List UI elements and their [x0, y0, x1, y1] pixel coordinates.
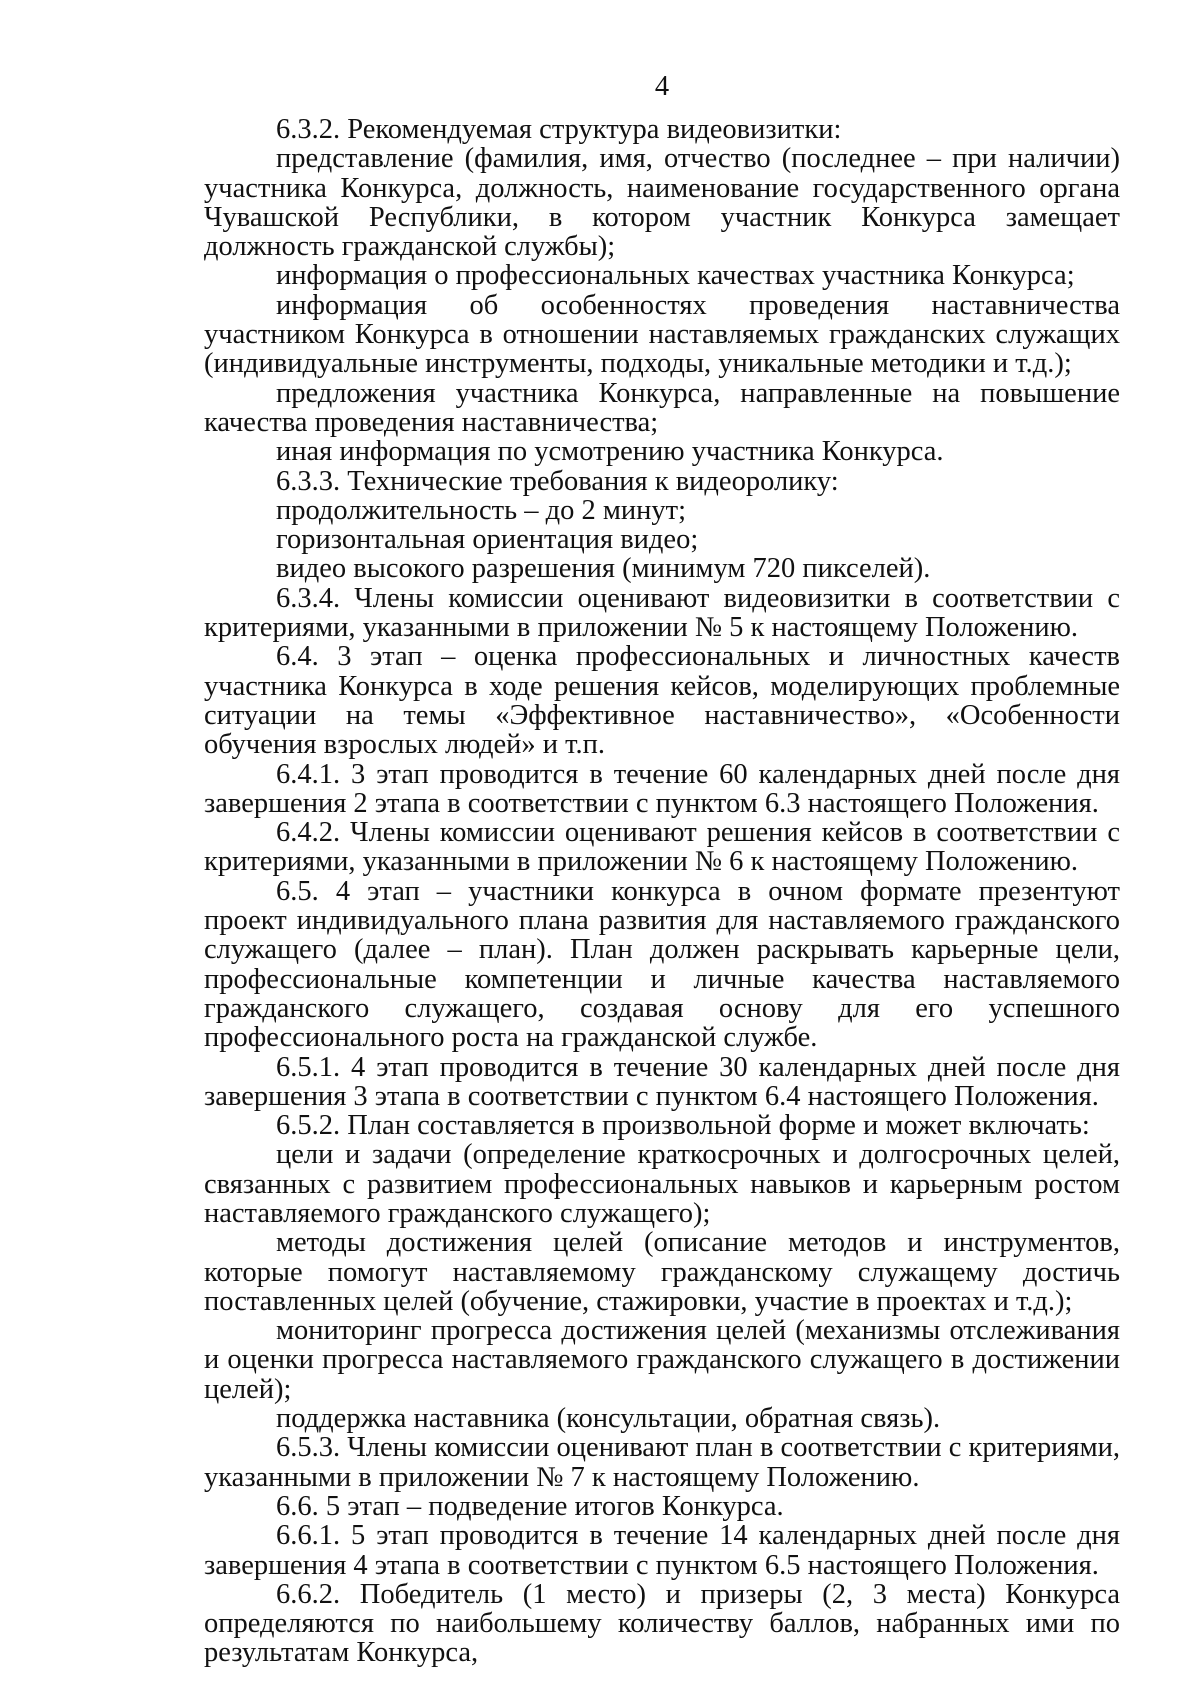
paragraph-6-5-1: 6.5.1. 4 этап проводится в течение 30 календарных дней после дня завершения 3 этапа в соответствии с пунктом 6.4 настоящего Положения. — [204, 1051, 1120, 1112]
paragraph-resolution: видео высокого разрешения (минимум 720 пикселей). — [276, 553, 931, 585]
paragraph-orientation: горизонтальная ориентация видео; — [276, 524, 699, 556]
paragraph-6-4: 6.4. 3 этап – оценка профессиональных и личностных качеств участника Конкурса в ходе решения кейсов, моделирующих проблемные ситуации на темы «Эффективное наставничество», «Особенности обучения взрослых людей» и т.п. — [204, 641, 1120, 761]
paragraph-goals: цели и задачи (определение краткосрочных и долгосрочных целей, связанных с развитием профессиональных навыков и карьерным ростом наставляемого гражданского служащего); — [204, 1139, 1120, 1229]
paragraph-mentoring-features: информация об особенностях проведения наставничества участником Конкурса в отношении наставляемых гражданских служащих (индивидуальные инструменты, подходы, уникальные методики и т.д.); — [204, 289, 1120, 380]
paragraph-support: поддержка наставника (консультации, обратная связь). — [276, 1403, 941, 1435]
paragraph-6-4-2: 6.4.2. Члены комиссии оценивают решения кейсов в соответствии с критериями, указанными в приложении № 6 к настоящему Положению. — [204, 817, 1120, 878]
document-body — [204, 115, 1120, 1668]
paragraph-duration: продолжительность – до 2 минут; — [276, 494, 687, 526]
paragraph-proposals: предложения участника Конкурса, направленные на повышение качества проведения наставничества; — [204, 377, 1120, 438]
paragraph-introduction: представление (фамилия, имя, отчество (последнее – при наличии) участника Конкурса, должность, наименование государственного органа Чувашской Республики, в котором участник Конкурса замещает должность гражданской службы); — [204, 143, 1120, 263]
paragraph-6-6-2: 6.6.2. Победитель (1 место) и призеры (2, 3 места) Конкурса определяются по наибольшему количеству баллов, набранных ими по результатам Конкурса, — [204, 1578, 1120, 1669]
paragraph-6-3-4: 6.3.4. Члены комиссии оценивают видеовизитки в соответствии с критериями, указанными в приложении № 5 к настоящему Положению. — [204, 582, 1120, 644]
paragraph-6-6-1: 6.6.1. 5 этап проводится в течение 14 календарных дней после дня завершения 4 этапа в соответствии с пунктом 6.5 настоящего Положения. — [204, 1520, 1120, 1581]
paragraph-methods: методы достижения целей (описание методов и инструментов, которые помогут наставляемому гражданскому служащему достичь поставленных целей (обучение, стажировки, участие в проектах и т.д.); — [204, 1227, 1120, 1317]
paragraph-other-info: иная информация по усмотрению участника Конкурса. — [276, 436, 944, 468]
paragraph-professional-qualities: информация о профессиональных качествах участника Конкурса; — [276, 260, 1075, 292]
paragraph-6-5-2-heading: 6.5.2. План составляется в произвольной форме и может включать: — [276, 1110, 1090, 1142]
paragraph-monitoring: мониторинг прогресса достижения целей (механизмы отслеживания и оценки прогресса наставляемого гражданского служащего в достижении целей); — [204, 1315, 1120, 1405]
paragraph-6-5: 6.5. 4 этап – участники конкурса в очном формате презентуют проект индивидуального плана развития для наставляемого гражданского служащего (далее – план). План должен раскрывать карьерные цели, профессиональные компетенции и личные качества наставляемого гражданского служащего, создавая основу для его успешного профессионального роста на гражданской службе. — [204, 875, 1120, 1054]
paragraph-6-3-2-heading: 6.3.2. Рекомендуемая структура видеовизитки: — [276, 114, 842, 145]
page-number: 4 — [654, 71, 670, 102]
paragraph-6-3-3-heading: 6.3.3. Технические требования к видеоролику: — [276, 465, 839, 497]
paragraph-6-6: 6.6. 5 этап – подведение итогов Конкурса. — [276, 1490, 784, 1522]
paragraph-6-4-1: 6.4.1. 3 этап проводится в течение 60 календарных дней после дня завершения 2 этапа в соответствии с пунктом 6.3 настоящего Положения. — [204, 758, 1120, 819]
paragraph-6-5-3: 6.5.3. Члены комиссии оценивают план в соответствии с критериями, указанными в приложении № 7 к настоящему Положению. — [204, 1432, 1120, 1493]
